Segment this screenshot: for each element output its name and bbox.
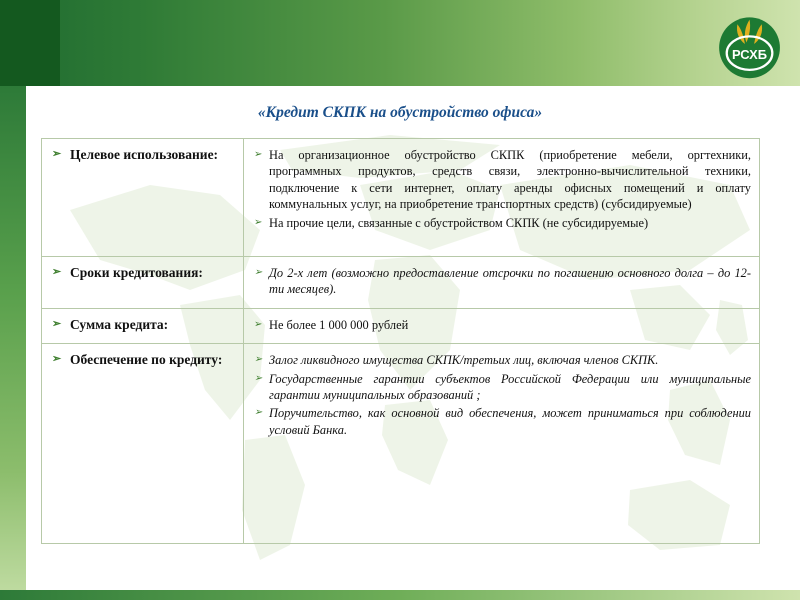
- table-row: [42, 139, 760, 257]
- table-row: [42, 257, 760, 309]
- bottom-green-strip: [0, 590, 800, 600]
- svg-text:РСХБ: РСХБ: [732, 47, 768, 63]
- list-item: ➢ Государственные гарантии субъектов Российской Федерации или муниципальные гарантии муниципальных образований ;: [254, 371, 751, 404]
- table-row: [42, 308, 760, 343]
- page-title: «Кредит СКПК на обустройство офиса»: [257, 104, 543, 121]
- table-cell-label: [42, 139, 244, 257]
- conditions-table: [41, 138, 760, 544]
- table-row: [42, 344, 760, 544]
- table-cell-body: [244, 257, 760, 309]
- row-label: ➢ Сумма кредита:: [52, 317, 235, 334]
- list-item: ➢ На прочие цели, связанные с обустройством СКПК (не субсидируемые): [254, 215, 751, 231]
- table-cell-label: [42, 308, 244, 343]
- rshb-logo: [710, 6, 786, 82]
- left-green-strip: [0, 86, 26, 600]
- list-item: ➢ Залог ликвидного имущества СКПК/третьих лиц, включая членов СКПК.: [254, 352, 751, 368]
- table-cell-body: [244, 308, 760, 343]
- row-label: ➢ Обеспечение по кредиту:: [52, 352, 235, 369]
- row-label: ➢ Сроки кредитования:: [52, 265, 235, 282]
- list-item: ➢ На организационное обустройство СКПК (приобретение мебели, оргтехники, программных продуктов, средств связи, электронно-вычислительной техники, подключение к сети интернет, оплату аренды офисных помещений и оплату коммунальных услуг, на приобретение транспортных средств) (субсидируемые): [254, 147, 751, 213]
- list-item: ➢ Не более 1 000 000 рублей: [254, 317, 751, 333]
- list-item: ➢ До 2-х лет (возможно предоставление отсрочки по погашению основного долга – до 12-ти месяцев).: [254, 265, 751, 298]
- table-cell-body: [244, 344, 760, 544]
- header-band: [0, 0, 800, 86]
- row-label: ➢ Целевое использование:: [52, 147, 235, 164]
- table-cell-label: [42, 257, 244, 309]
- table-cell-body: [244, 139, 760, 257]
- table-cell-label: [42, 344, 244, 544]
- header-band-dark-accent: [0, 0, 60, 86]
- list-item: ➢ Поручительство, как основной вид обеспечения, может приниматься при соблюдении условий Банка.: [254, 405, 751, 438]
